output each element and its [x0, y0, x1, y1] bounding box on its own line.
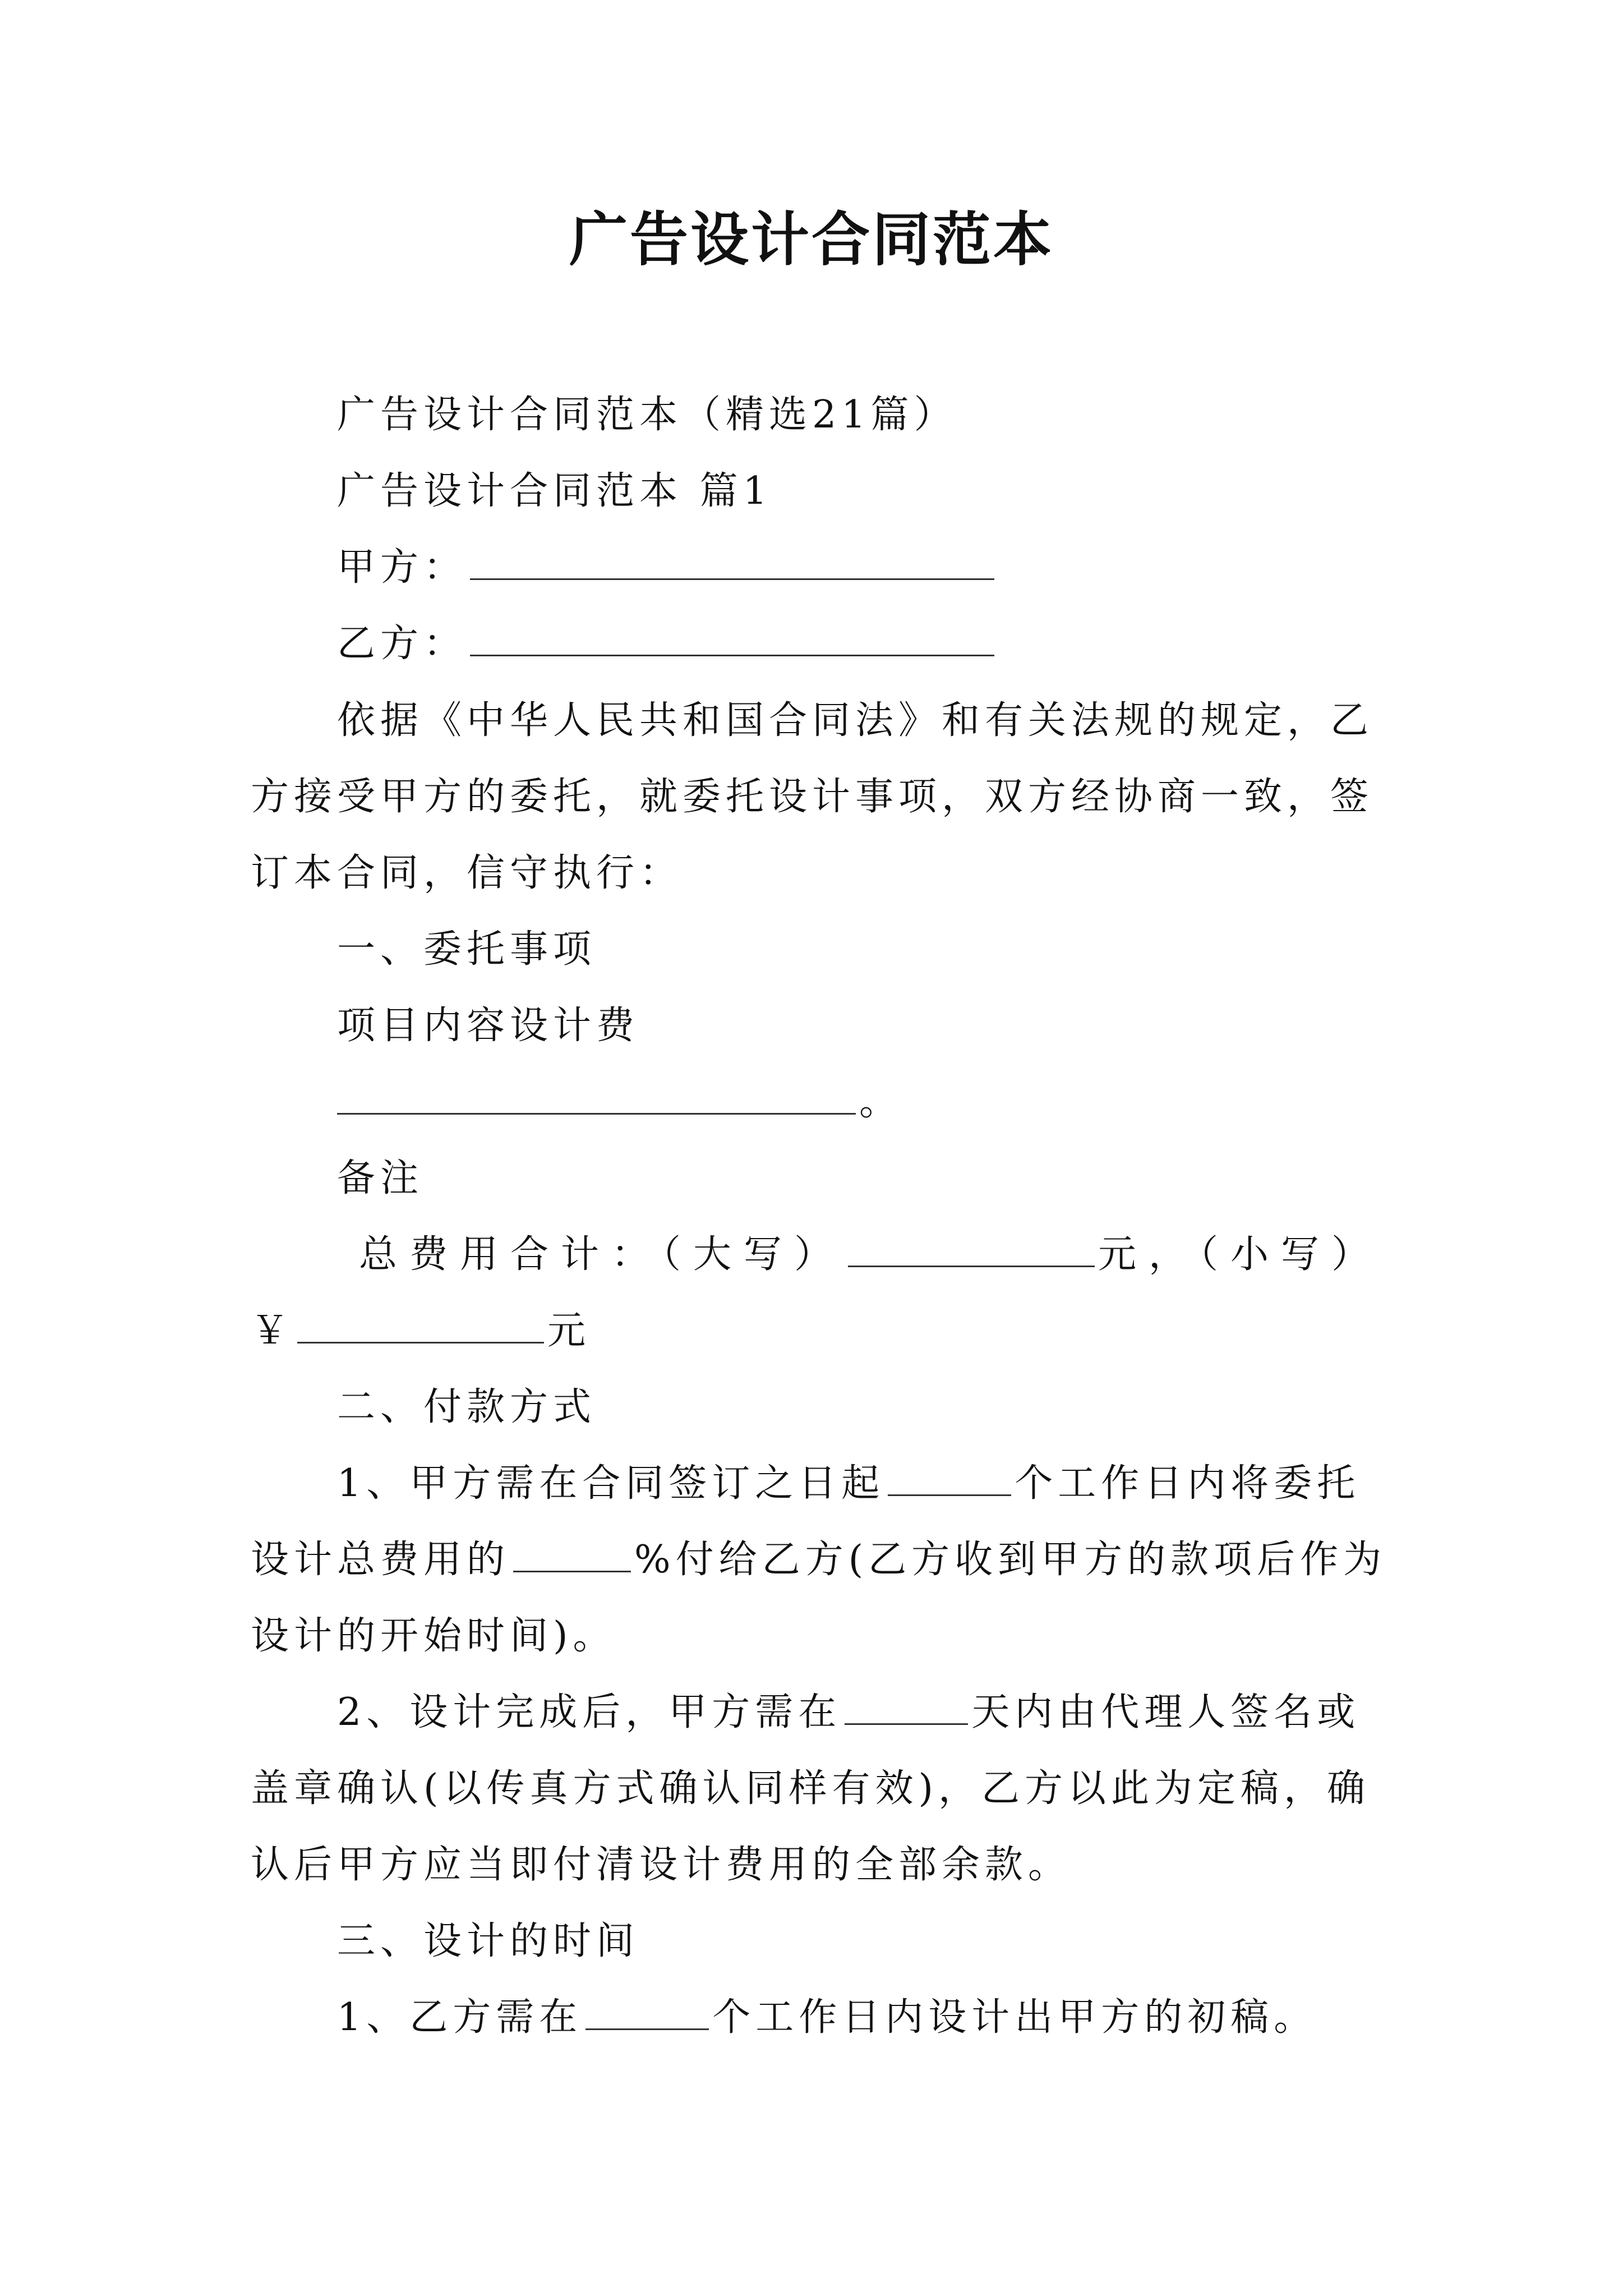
preamble-line-2: 方接受甲方的委托，就委托设计事项，双方经协商一致，签 [251, 775, 1374, 819]
party-a-blank [470, 544, 994, 580]
document-title: 广告设计合同范本 [569, 205, 1054, 274]
preamble-line-1: 依据《中华人民共和国合同法》和有关法规的规定，乙 [337, 698, 1374, 743]
document-subtitle: 广告设计合同范本（精选21篇） [337, 393, 957, 437]
period-mark: 。 [859, 1080, 903, 1124]
party-b-label: 乙方： [337, 622, 467, 666]
preamble-line-3: 订本合同，信守执行： [251, 851, 683, 895]
payment-1-line-2 [251, 1532, 1386, 1588]
total-lowercase-blank [297, 1307, 544, 1343]
time-1-text-a: 1、乙方需在 [337, 1995, 583, 2040]
item-content-label: 项目内容设计费 [337, 1004, 640, 1048]
item-content-blank [337, 1078, 856, 1115]
payment-2-days-blank [845, 1688, 968, 1725]
time-1-text-b: 个工作日内设计出甲方的初稿。 [712, 1995, 1317, 2040]
party-b-line [337, 616, 998, 672]
payment-1-percent-blank [513, 1536, 631, 1572]
payment-1-text-d: %付给乙方(乙方收到甲方的款项后作为 [634, 1538, 1387, 1582]
section-heading: 广告设计合同范本 篇1 [337, 469, 772, 513]
party-a-line [337, 540, 998, 596]
payment-1-text-b: 个工作日内将委托 [1015, 1461, 1361, 1506]
payment-1-text-a: 1、甲方需在合同签订之日起 [337, 1461, 885, 1506]
payment-2-line-1 [337, 1685, 1360, 1741]
clause-3-heading: 三、设计的时间 [337, 1919, 640, 1963]
total-lowercase-line [251, 1303, 591, 1359]
party-b-blank [470, 620, 994, 656]
yuan-suffix: 元 [547, 1309, 591, 1353]
time-1-days-blank [585, 1994, 709, 2030]
payment-1-line-3: 设计的开始时间)。 [251, 1614, 616, 1658]
remarks-label: 备注 [337, 1156, 424, 1200]
payment-1-line-1 [337, 1456, 1360, 1512]
payment-2-text-a: 2、设计完成后，甲方需在 [337, 1690, 842, 1734]
total-prefix: 总费用合计：（大写） [359, 1232, 845, 1277]
payment-2-line-2: 盖章确认(以传真方式确认同样有效)，乙方以此为定稿，确 [251, 1766, 1371, 1811]
total-middle: 元，（小写） [1098, 1232, 1382, 1277]
yen-symbol: ￥ [251, 1309, 294, 1353]
payment-1-days-blank [888, 1460, 1011, 1496]
clause-2-heading: 二、付款方式 [337, 1385, 597, 1429]
payment-1-text-c: 设计总费用的 [251, 1538, 510, 1582]
item-content-line [337, 1074, 902, 1130]
payment-2-line-3: 认后甲方应当即付清设计费用的全部余款。 [251, 1843, 1072, 1887]
total-line [359, 1227, 1382, 1283]
payment-2-text-b: 天内由代理人签名或 [971, 1690, 1361, 1734]
clause-1-heading: 一、委托事项 [337, 927, 597, 972]
party-a-label: 甲方： [337, 545, 467, 590]
total-uppercase-blank [848, 1231, 1095, 1267]
time-1-line [337, 1990, 1317, 2046]
